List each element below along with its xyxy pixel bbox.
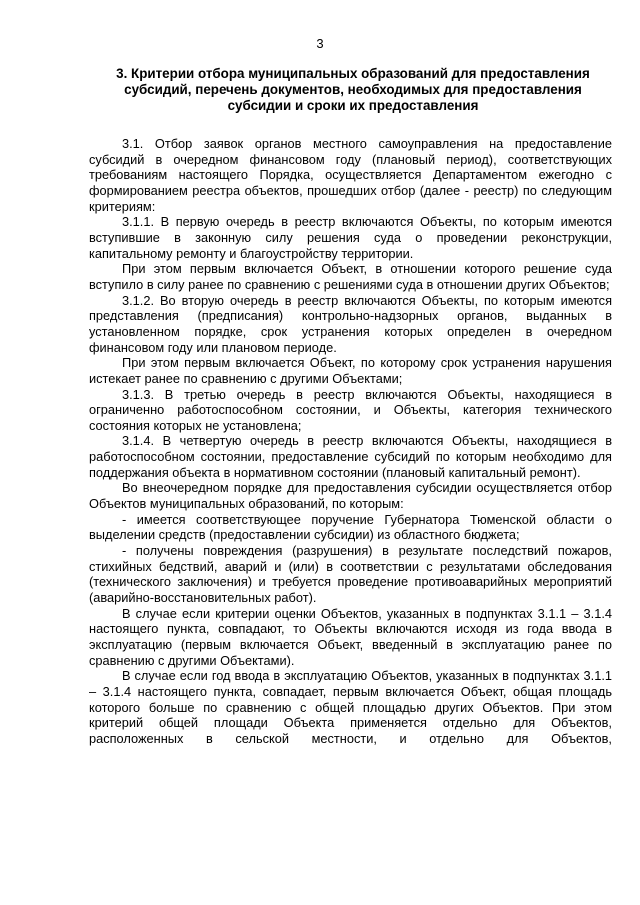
section-title-line: субсидии и сроки их предоставления — [227, 98, 479, 113]
paragraph-3-1-2-note: При этом первым включается Объект, по которому срок устранения нарушения истекает ранее по сравнению с другими Объектами; — [89, 355, 612, 386]
paragraph-3-1-1-note: При этом первым включается Объект, в отношении которого решение суда вступило в силу ранее по сравнению с решениями суда в отношении других Объектов; — [89, 261, 612, 292]
paragraph-criteria-match: В случае если критерии оценки Объектов, указанных в подпунктах 3.1.1 – 3.1.4 настоящего пункта, совпадают, то Объекты включаются исходя из года ввода в эксплуатацию (первым включается Объект, введенный в эксплуатацию ранее по сравнению с другими Объектами). — [89, 605, 612, 668]
list-item-damage: - получены повреждения (разрушения) в результате последствий пожаров, стихийных бедствий, аварий и (или) в соответствии с результатами обследования (технического заключения) и требуется проведение противоаварийных мероприятий (аварийно-восстановительных работ). — [89, 543, 612, 606]
paragraph-extraordinary: Во внеочередном порядке для предоставления субсидии осуществляется отбор Объектов муниципальных образований, по которым: — [89, 480, 612, 512]
list-item-governor-order: - имеется соответствующее поручение Губернатора Тюменской области о выделении средств (предоставлении субсидии) из областного бюджета; — [89, 511, 612, 543]
section-title-line: субсидий, перечень документов, необходимых для предоставления — [124, 82, 582, 97]
paragraph-year-match: В случае если год ввода в эксплуатацию Объектов, указанных в подпунктах 3.1.1 – 3.1.4 настоящего пункта, совпадает, первым включается Объект, общая площадь которого больше по сравнению с общей площадью других Объектов. При этом критерий общей площади Объекта применяется отдельно для Объектов, расположенных в сельской местности, и отдельно для Объектов, — [89, 668, 612, 746]
page-number: 3 — [316, 36, 324, 51]
paragraph-3-1-4: 3.1.4. В четвертую очередь в реестр включаются Объекты, находящиеся в работоспособном состоянии, предоставление субсидий по которым необходимо для поддержания объекта в нормативном состоянии (плановый капитальный ремонт). — [89, 433, 612, 480]
paragraph-3-1: 3.1. Отбор заявок органов местного самоуправления на предоставление субсидий в очередном финансовом году (плановый период), соответствующих требованиям настоящего Порядка, осуществляется Департаментом ежегодно с формированием реестра объектов, прошедших отбор (далее - реестр) по следующим критериям: — [89, 136, 612, 214]
paragraph-3-1-1: 3.1.1. В первую очередь в реестр включаются Объекты, по которым имеются вступившие в законную силу решения суда о проведении реконструкции, капитальному ремонту и благоустройству территории. — [89, 214, 612, 261]
section-title — [98, 66, 608, 114]
document-body — [89, 136, 612, 747]
paragraph-3-1-3: 3.1.3. В третью очередь в реестр включаются Объекты, находящиеся в ограниченно работоспособном состоянии, и Объекты, категория технического состояния которых не установлена; — [89, 386, 612, 433]
section-title-line: 3. Критерии отбора муниципальных образований для предоставления — [116, 66, 590, 81]
paragraph-3-1-2: 3.1.2. Во вторую очередь в реестр включаются Объекты, по которым имеются представления (предписания) контрольно-надзорных органов, выданных в установленном порядке, срок устранения которых определен в очередном финансовом году или плановом периоде. — [89, 292, 612, 355]
